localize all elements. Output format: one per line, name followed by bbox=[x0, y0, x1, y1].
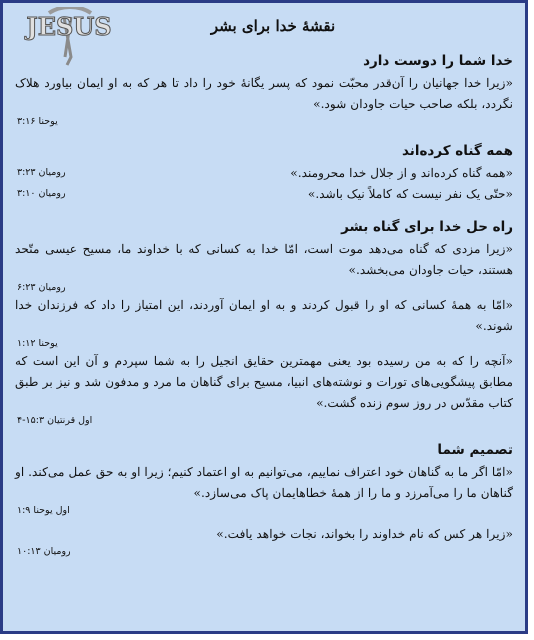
verse-reference: رومیان ۱۰:۱۳ bbox=[17, 546, 71, 557]
verse-text: «آنچه را که به من رسیده بود یعنی مهمترین حقایق انجیل را به شما سپردم و آن این است که مطابق پیشگویی‌های تورات و نوشته‌های انبیا، مسیح برای گناهان ما مرد و مدفون شد و نیز بر طبق کتاب مقدّس در روز سوم زنده گشت.» bbox=[15, 354, 513, 410]
verse-reference: رومیان ۶:۲۳ bbox=[17, 282, 66, 293]
verse-text: «زیرا خدا جهانیان را آن‌قدر محبّت نمود که پسر یگانۀ خود را داد تا هر که به او ایمان بیاورد هلاک نگردد، بلکه صاحب حیات جاودان شود.» bbox=[15, 76, 513, 111]
verse-reference: اول یوحنا ۱:۹ bbox=[17, 505, 70, 516]
verse-reference: اول قرنتیان ۱۵:۳-۴ bbox=[17, 415, 93, 426]
section-heading-solution: راه حل خدا برای گناه بشر bbox=[341, 219, 513, 235]
verse-text: «امّا به همۀ کسانی که او را قبول کردند و به او ایمان آوردند، این امتیاز را داد که فرزندان خدا شوند.» bbox=[15, 298, 513, 333]
verse-text: «امّا اگر ما به گناهان خود اعتراف نماییم، می‌توانیم به او اعتماد کنیم؛ زیرا او به حق عمل می‌کند. او گناهان ما را می‌آمرزد و ما را از همۀ خطاهایمان پاک می‌سازد.» bbox=[14, 465, 513, 500]
svg-text:JESUS: JESUS bbox=[26, 12, 112, 41]
verse-reference: یوحنا ۱:۱۲ bbox=[17, 338, 58, 349]
page-title: نقشۀ خدا برای بشر bbox=[210, 17, 336, 35]
verse-text: «همه گناه کرده‌اند و از جلال خدا محرومند.» bbox=[290, 166, 513, 180]
content bbox=[11, 53, 517, 559]
section-heading-decision: تصمیم شما bbox=[437, 442, 513, 458]
verse-reference: رومیان ۳:۲۳ bbox=[17, 167, 66, 178]
verse-reference: رومیان ۳:۱۰ bbox=[17, 188, 66, 199]
section-heading-love: خدا شما را دوست دارد bbox=[363, 53, 513, 69]
verse-text: «زیرا مزدی که گناه می‌دهد موت است، امّا خدا به کسانی که با خداوند ما، مسیح عیسی متّحد هستند، حیات جاودان می‌بخشد.» bbox=[15, 242, 513, 277]
verse-text: «حتّی یک نفر نیست که کاملاً نیک باشد.» bbox=[307, 187, 513, 201]
verse-reference: یوحنا ۳:۱۶ bbox=[17, 116, 58, 127]
section-heading-sin: همه گناه کرده‌اند bbox=[401, 143, 513, 159]
verse-text: «زیرا هر کس که نام خداوند را بخواند، نجات خواهد یافت.» bbox=[216, 527, 513, 541]
